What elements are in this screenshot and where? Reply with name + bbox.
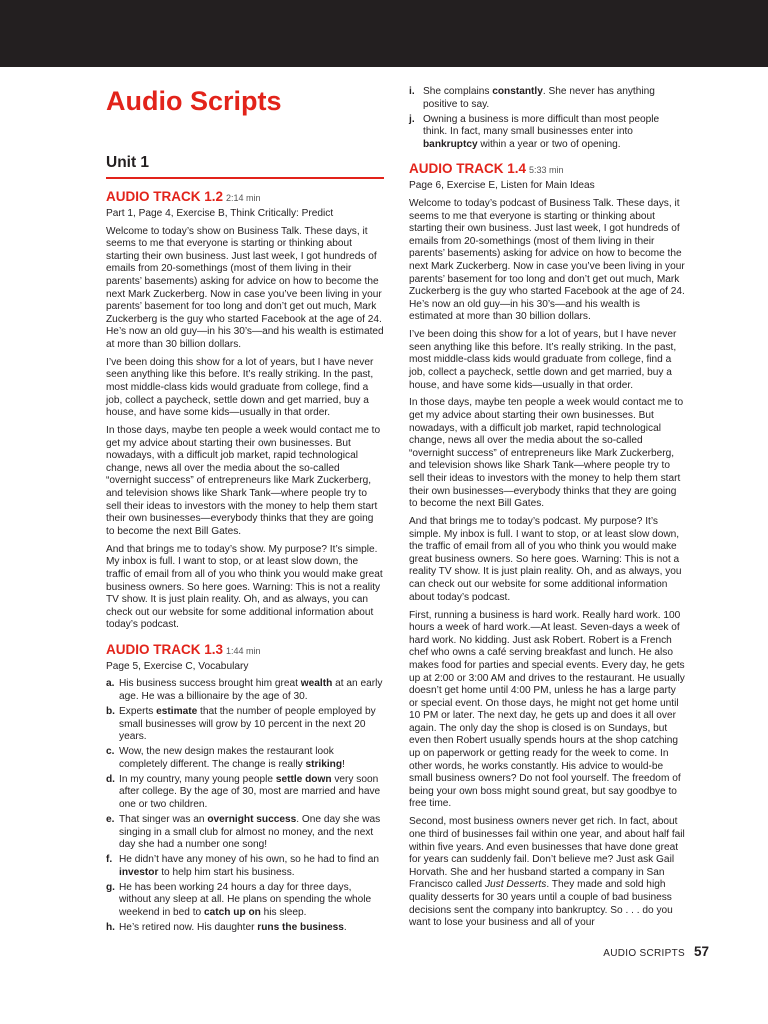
track-1-4-paragraph: I’ve been doing this show for a lot of years, but I have never seen anything like this before. It’s really striking. In the past, most middle-class kids would graduate from college, find a job, collect a paycheck, settle down and get married, buy a house, and have some kids—usually in that order. <box>409 329 677 391</box>
vocab-item: e. That singer was an overnight success. One day she was singing in a small club for almost no money, and the next day she had a number one song! <box>106 813 381 851</box>
track-1-4-title: AUDIO TRACK 1.4 <box>409 161 527 177</box>
vocab-term: striking <box>305 758 343 770</box>
track-1-3-duration: 1:44 min <box>226 645 261 656</box>
vocab-term: bankruptcy <box>423 138 478 150</box>
vocab-letter: i. <box>409 86 415 97</box>
track-1-4-duration: 5:33 min <box>529 165 564 176</box>
vocab-term: estimate <box>156 706 198 718</box>
vocab-term: investor <box>119 866 159 878</box>
vocabulary-list <box>106 678 384 934</box>
track-1-3-subtitle: Page 5, Exercise C, Vocabulary <box>106 660 249 672</box>
page-title: Audio Scripts <box>106 86 282 116</box>
vocabulary-list-continued <box>409 86 685 151</box>
vocab-item: g. He has been working 24 hours a day for three days, without any sleep at all. He plans on spending the whole weekend in bed to catch up on his sleep. <box>106 881 372 918</box>
track-1-2-paragraph: In those days, maybe ten people a week would contact me to get my advice about starting their own businesses. But nowadays, with a difficult job market, rapid technological change, news all over the media about the so-called “overnight success” of entrepreneurs like Mark Zuckerberg, and television shows like Shark Tank—where people try to sell their ideas to investors with the money to help them start their own businesses—everybody thinks that they are going to become the next Bill Gates. <box>106 425 381 537</box>
vocab-item: b. Experts estimate that the number of people employed by small businesses will grow by 10 percent in the next 20 years. <box>106 706 376 743</box>
track-1-2-paragraph: Welcome to today’s show on Business Talk. These days, it seems to me that everyone is starting or thinking about starting their own business. Just last week, I got hundreds of emails from 20-somethings (most of them living in their parents’ basements) asking for advice on how to become the next Mark Zuckerberg. Now in case you’ve been living in your parents’ basement for too long and don’t get out much, Mark Zuckerberg is the guy who started Facebook at the age of 24. He’s now an old guy—in his 30’s—and his wealth is estimated at more than 30 billion dollars. <box>106 225 384 350</box>
track-1-2-subtitle: Part 1, Page 4, Exercise B, Think Critically: Predict <box>106 208 334 219</box>
vocab-letter: f. <box>106 854 113 866</box>
track-1-4-paragraph: First, running a business is hard work. Really hard work. 100 hours a week of hard work.—At least. Seven-days a week of hard work. No kidding. Just ask Robert. Robert is a French chef who owns a café serving breakfast and lunch. He also makes food for parties and special events. Every day, he gets up at 2:00 or 3:00 AM and drives to the restaurant. He usually doesn’t get home until 4:00 PM, unless he has a large party or special event. On those days, he might not get home until 10 PM or later. The next day, he gets up and does it all over again. The only day the shop is closed is on Sundays, but even then Robert usually spends hours at the shop catching up on paperwork or getting ready for the week to come. In other words, he works constantly. His advice to would-be small business owners? Do not fool yourself. The freedom of being your own boss might sound great, but say goodbye to free time. <box>409 609 685 810</box>
track-1-4-subtitle: Page 6, Exercise E, Listen for Main Ideas <box>409 180 595 192</box>
track-1-4-paragraph: Second, most business owners never get rich. In fact, about one third of businesses fail within one year, and about half fail within five years. And even businesses that have done great for years can suddenly fail. Don’t believe me? Just ask Gail Horvath. She and her husband started a company in San Francisco called Just Desserts. They made and sold high quality desserts for 30 years until a couple of bad business decisions sent the company into bankruptcy. So . . . do you want to lose your business and all of your <box>409 816 685 929</box>
right-column <box>409 86 685 935</box>
vocab-term: overnight success <box>207 813 297 825</box>
track-1-4-paragraph: Welcome to today’s podcast of Business Talk. These days, it seems to me that everyone is starting or thinking about starting their own business. Just last week, I got hundreds of emails from 20-somethings (most of them living in their parents’ basements) asking for advice on how to become the next Mark Zuckerberg. Now in case you’ve been living in your parents’ basement for too long and don’t get out much, Mark Zuckerberg is the guy who started Facebook at the age of 24. He’s now an old guy—in his 30’s—and his wealth is estimated at more than 30 billion dollars. <box>409 197 685 323</box>
vocab-item: h. He’s retired now. His daughter runs the business. <box>106 921 347 933</box>
track-1-3-heading <box>106 642 384 660</box>
track-1-2-heading <box>106 189 384 207</box>
vocab-term: wealth <box>300 678 333 690</box>
vocab-term: constantly <box>492 86 543 97</box>
unit-title: Unit 1 <box>106 154 150 171</box>
vocab-letter: e. <box>106 813 115 825</box>
vocab-letter: a. <box>106 678 115 690</box>
track-1-3-title: AUDIO TRACK 1.3 <box>106 641 224 657</box>
vocab-item: j. Owning a business is more difficult than most people think. In fact, many small businesses enter into bankruptcy within a year or two of opening. <box>409 113 660 150</box>
left-column <box>106 86 384 937</box>
vocab-letter: h. <box>106 921 115 933</box>
footer-label: AUDIO SCRIPTS <box>603 948 685 959</box>
unit-divider <box>106 177 384 179</box>
vocab-item: d. In my country, many young people settle down very soon after college. By the age of 30, most are married and have one or two children. <box>106 773 381 810</box>
vocab-item: c. Wow, the new design makes the restaurant look completely different. The change is really striking! <box>106 746 345 770</box>
track-1-2-section <box>106 189 384 632</box>
track-1-4-paragraph: And that brings me to today’s podcast. My purpose? It’s simple. My inbox is full. I want to stop, or at least slow down, the traffic of email from all of you who think you would make great business owners. So here goes. Warning: This is not a reality TV show. It is just plain reality. Oh, and as always, you can check out our website for some additional information about today’s podcast. <box>409 516 682 603</box>
track-1-2-duration: 2:14 min <box>226 193 261 203</box>
track-1-4-section <box>409 161 685 929</box>
page-number: 57 <box>693 944 709 959</box>
vocab-item: f. He didn’t have any money of his own, so he had to find an investor to help him start his business. <box>106 854 380 878</box>
track-1-2-paragraph: I’ve been doing this show for a lot of years, but I have never seen anything like this before. It’s really striking. In the past, most middle-class kids would graduate from college, find a job, collect a paycheck, settle down and get married, buy a house, and have some kids—usually in that order. <box>106 356 374 419</box>
track-1-2-title: AUDIO TRACK 1.2 <box>106 189 224 204</box>
vocab-letter: j. <box>409 113 415 125</box>
vocab-letter: d. <box>106 773 115 785</box>
page-footer <box>603 944 709 959</box>
company-name: Just Desserts <box>484 879 547 891</box>
track-1-4-heading <box>409 161 685 179</box>
vocab-letter: b. <box>106 706 115 718</box>
vocab-letter: g. <box>106 881 115 893</box>
vocab-letter: c. <box>106 746 115 758</box>
vocab-term: runs the business <box>257 921 344 933</box>
vocab-term: settle down <box>275 773 332 785</box>
vocab-term: catch up on <box>204 906 261 918</box>
track-1-4-paragraph: In those days, maybe ten people a week would contact me to get my advice about starting their own businesses. But nowadays, with a difficult job market, rapid technological change, news all over the media about the so-called “overnight success” of entrepreneurs like Mark Zuckerberg, and television shows like Shark Tank—where people try to sell their ideas to investors with the money to help them start their own businesses—everybody thinks that they are going to become the next Bill Gates. <box>409 397 684 510</box>
track-1-3-section <box>106 642 384 935</box>
vocab-item: a. His business success brought him great wealth at an early age. He was a billionaire by the age of 30. <box>106 678 383 703</box>
vocab-item: i. She complains constantly. She never has anything positive to say. <box>409 86 655 110</box>
track-1-2-paragraph: And that brings me to today’s show. My purpose? It’s simple. My inbox is full. I want to stop, or at least slow down, the traffic of email from all of you who think you would make great business owners. So here goes. Warning: This is not a reality TV show. It is just plain reality. Oh, and as always, you can check out our website for some additional information about today’s podcast. <box>106 543 383 631</box>
top-bar <box>0 0 768 67</box>
